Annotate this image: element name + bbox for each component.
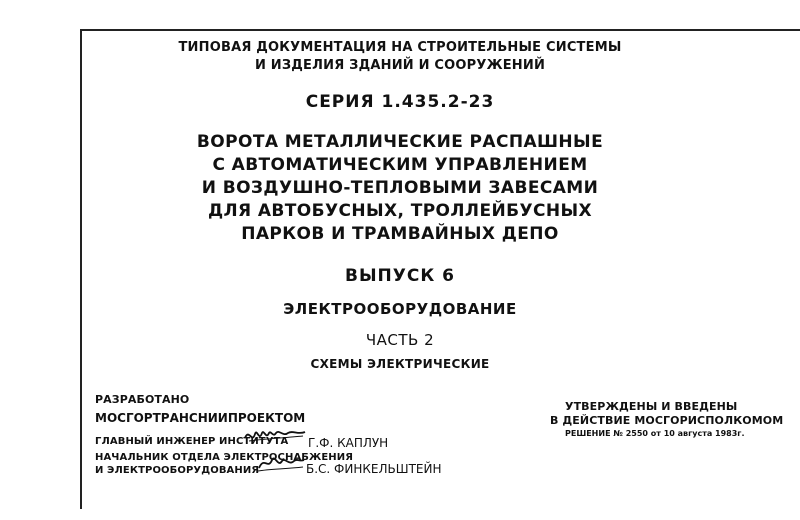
title-line-2: С АВТОМАТИЧЕСКИМ УПРАВЛЕНИЕМ — [212, 155, 588, 175]
approval-line-2: В ДЕЙСТВИЕ МОСГОРИСПОЛКОМОМ — [550, 414, 784, 427]
head-of-dept-title-1: НАЧАЛЬНИК ОТДЕЛА ЭЛЕКТРОСНАБЖЕНИЯ — [95, 452, 354, 463]
approval-line-1: УТВЕРЖДЕНЫ И ВВЕДЕНЫ — [565, 400, 738, 413]
series-number: СЕРИЯ 1.435.2-23 — [305, 92, 495, 112]
head-of-dept-name: Б.С. ФИНКЕЛЬШТЕЙН — [306, 462, 442, 476]
subject-title: ЭЛЕКТРООБОРУДОВАНИЕ — [283, 300, 517, 318]
schemes-label: СХЕМЫ ЭЛЕКТРИЧЕСКИЕ — [310, 357, 490, 371]
approval-decision: РЕШЕНИЕ № 2550 от 10 августа 1983г. — [565, 429, 745, 438]
head-of-dept-title-2: И ЭЛЕКТРООБОРУДОВАНИЯ — [95, 465, 260, 476]
developer-label: РАЗРАБОТАНО — [95, 393, 190, 406]
head-signature — [256, 450, 306, 474]
title-line-4: ДЛЯ АВТОБУСНЫХ, ТРОЛЛЕЙБУСНЫХ — [208, 201, 592, 221]
chief-engineer-name: Г.Ф. КАПЛУН — [308, 436, 389, 450]
title-line-1: ВОРОТА МЕТАЛЛИЧЕСКИЕ РАСПАШНЫЕ — [196, 132, 604, 152]
issue-number: ВЫПУСК 6 — [344, 266, 456, 286]
developer-org: МОСГОРТРАНСНИИПРОЕКТОМ — [95, 411, 306, 425]
chief-engineer-title: ГЛАВНЫЙ ИНЖЕНЕР ИНСТИТУТА — [95, 436, 289, 447]
header-line-2: И ИЗДЕЛИЯ ЗДАНИЙ И СООРУЖЕНИЙ — [254, 58, 546, 73]
title-line-5: ПАРКОВ И ТРАМВАЙНЫХ ДЕПО — [241, 224, 559, 244]
part-number: ЧАСТЬ 2 — [365, 331, 435, 349]
chief-signature — [243, 424, 307, 446]
title-line-3: И ВОЗДУШНО-ТЕПЛОВЫМИ ЗАВЕСАМИ — [201, 178, 599, 198]
header-line-1: ТИПОВАЯ ДОКУМЕНТАЦИЯ НА СТРОИТЕЛЬНЫЕ СИСТЕМЫ — [178, 40, 622, 55]
